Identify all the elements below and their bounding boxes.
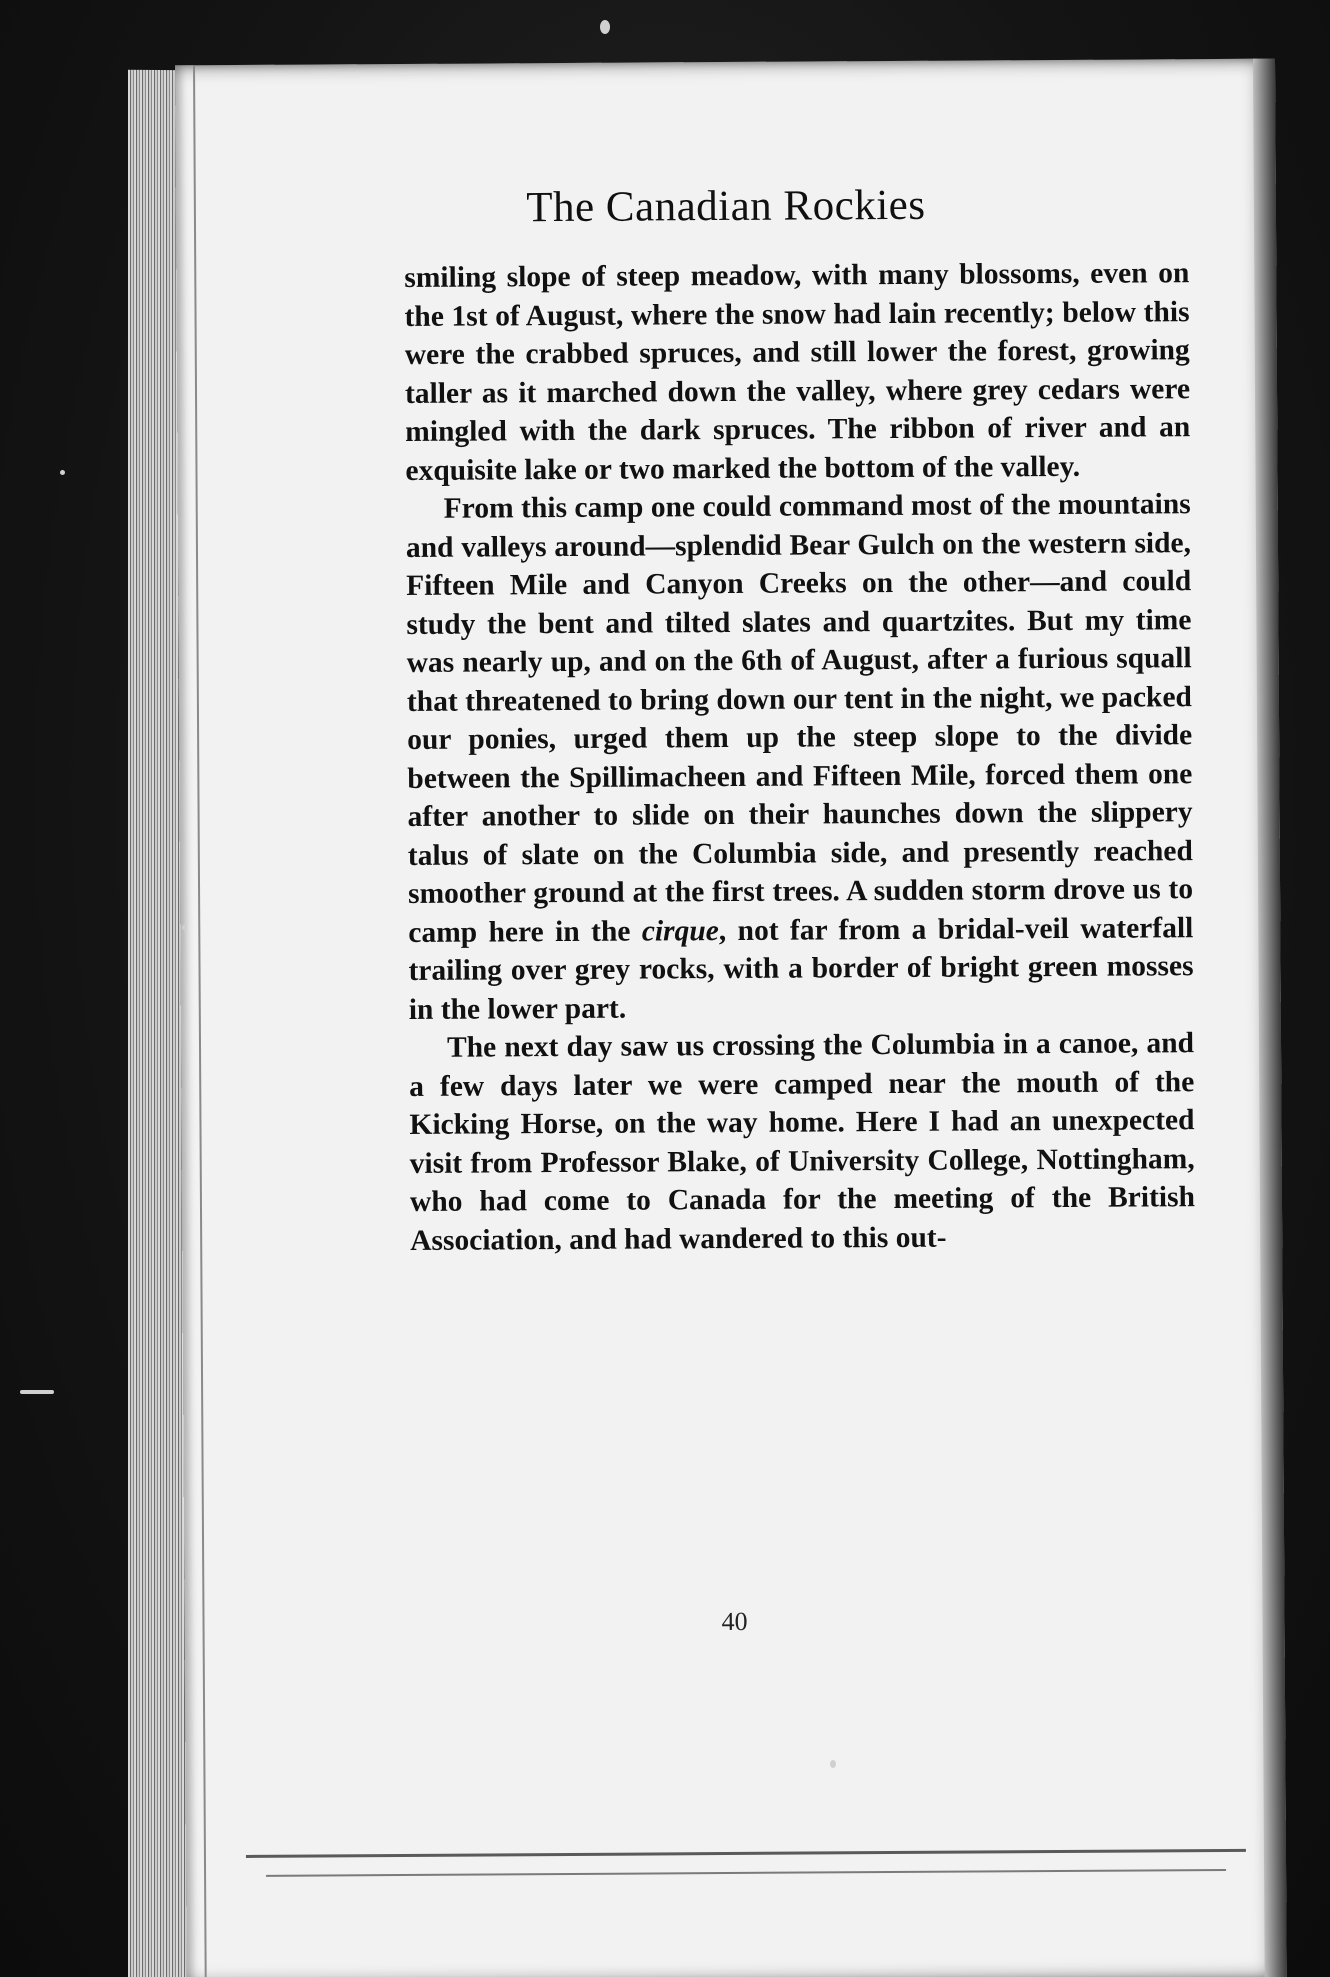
page-bottom-edge-secondary bbox=[266, 1869, 1226, 1877]
book-page bbox=[175, 59, 1287, 1977]
paragraph bbox=[404, 254, 1190, 490]
running-head: The Canadian Rockies bbox=[526, 181, 926, 232]
paragraph-text: smiling slope of steep meadow, with many blossoms, even on the 1st of August, where the snow had lain recently; below this were the crabbed spruces, and still lower the forest, growing taller as it marched down the valley, where grey cedars were mingled with the dark spruces. The ribbon of river and an exquisite lake or two marked the bottom of the valley. bbox=[404, 257, 1191, 487]
paragraph bbox=[406, 485, 1194, 1029]
scan-dust bbox=[182, 925, 187, 930]
scan-dust bbox=[60, 470, 65, 475]
page-bottom-edge bbox=[246, 1849, 1246, 1858]
scan-dust bbox=[20, 1390, 54, 1394]
paragraph bbox=[409, 1024, 1195, 1260]
body-text bbox=[404, 254, 1195, 1260]
gutter-line bbox=[193, 65, 207, 1977]
scan-dust bbox=[830, 1760, 836, 1768]
paragraph-text: From this camp one could command most of the mountains and valleys around—splendid Bear Gulch on the western side, Fifteen Mile and Canyon Creeks on the other—and could study the bent and tilted slates and quartzites. But my time was nearly up, and on the 6th of August, after a furious squall that threatened to bring down our tent in the night, we packed our ponies, urged them up the steep slope to the divide between the Spillimacheen and Fifteen Mile, forced them one after another to slide on their haunches down the slippery talus of slate on the Columbia side, and presently reached smoother ground at the first trees. A sudden storm drove us to camp here in the bbox=[405, 488, 1194, 949]
scan-dust bbox=[600, 20, 610, 34]
paragraph-text: The next day saw us crossing the Columbia in a canoe, and a few days later we were camped near the mouth of the Kicking Horse, on the way home. Here I had an unexpected visit from Professor Blake, of University College, Nottingham, who had come to Canada for the meeting of the British Association, and had wandered to this out- bbox=[409, 1027, 1196, 1257]
page-number: 40 bbox=[721, 1606, 748, 1637]
paragraph-text: , not far from a bridal-veil waterfall trailing over grey rocks, with a border of bright green mosses in the lower part. bbox=[408, 911, 1194, 1026]
italic-term: cirque bbox=[641, 914, 719, 948]
